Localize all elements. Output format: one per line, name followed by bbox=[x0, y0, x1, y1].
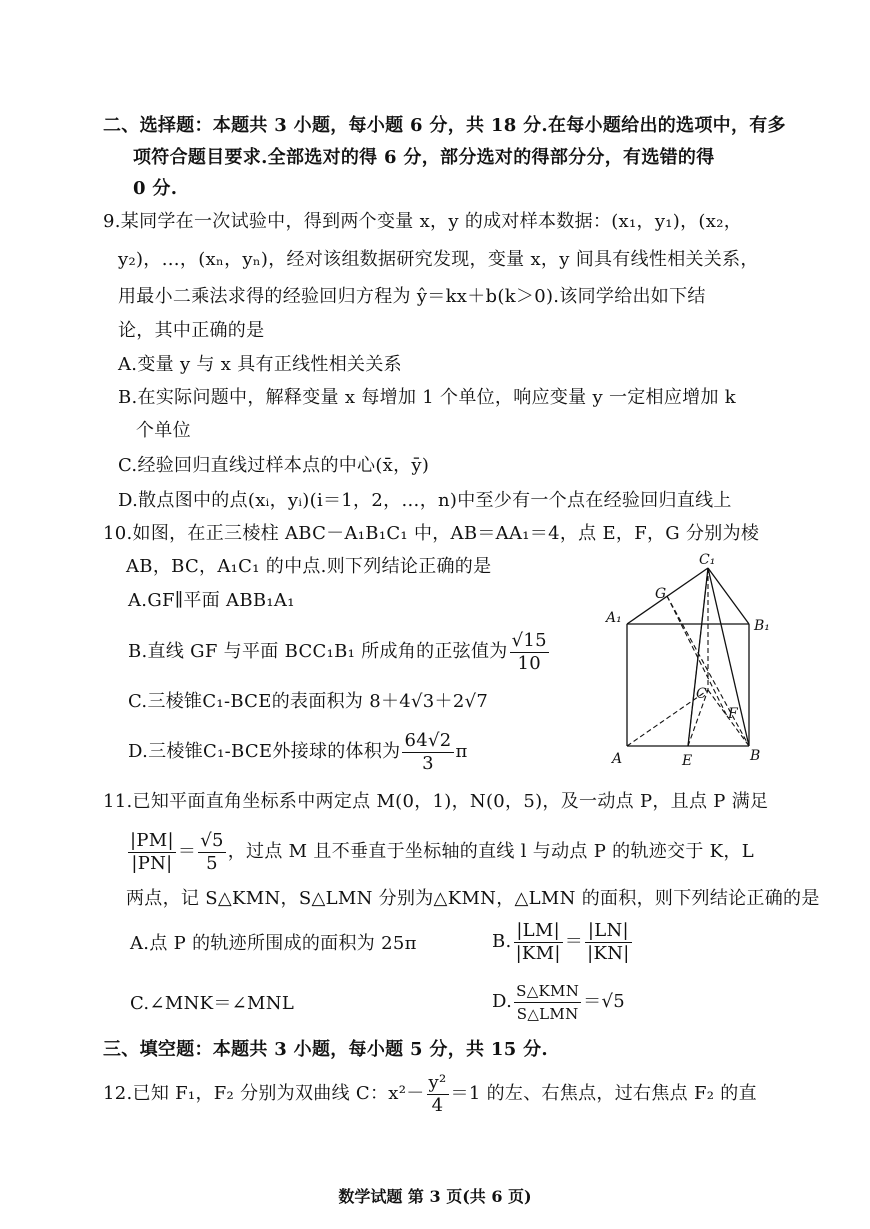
q11-option-b-den1: |KM| bbox=[515, 942, 561, 964]
q11-ratio-numerator: |PM| bbox=[130, 829, 174, 851]
q10-option-c: C.三棱锥C₁-BCE的表面积为 8＋4√3＋2√7 bbox=[128, 691, 489, 712]
label-a: A bbox=[612, 751, 623, 767]
q9-option-c: C.经验回归直线过样本点的中心(x̄，ȳ) bbox=[118, 455, 430, 476]
q9-option-b-line2: 个单位 bbox=[136, 420, 191, 441]
label-g: G bbox=[655, 586, 667, 602]
q9-line1: 9.某同学在一次试验中，得到两个变量 x，y 的成对样本数据：(x₁，y₁)，(x₂， bbox=[103, 211, 743, 232]
q11-option-b-num1: |LM| bbox=[514, 920, 563, 943]
q12-denominator: 4 bbox=[431, 1094, 444, 1116]
q12-text-pre: 12.已知 F₁，F₂ 分别为双曲线 C：x²－ bbox=[103, 1083, 425, 1104]
q9-option-b-line1: B.在实际问题中，解释变量 x 每增加 1 个单位，响应变量 y 一定相应增加 k bbox=[118, 387, 736, 408]
q10-option-b bbox=[128, 628, 551, 676]
prism-figure bbox=[600, 550, 790, 775]
q11-option-d-label: D. bbox=[492, 991, 513, 1012]
q10-option-d-fraction bbox=[402, 730, 453, 775]
label-c: C bbox=[696, 686, 707, 702]
label-e: E bbox=[682, 753, 693, 769]
q11-value-fraction bbox=[198, 830, 226, 875]
q10-option-b-fraction bbox=[510, 630, 549, 675]
page-footer: 数学试题 第 3 页(共 6 页) bbox=[338, 1187, 532, 1206]
q10-option-d-text: D.三棱锥C₁-BCE外接球的体积为 bbox=[128, 741, 401, 762]
q11-ratio-denominator: |PN| bbox=[131, 852, 173, 874]
q11-option-d-numerator: S△KMN bbox=[514, 980, 581, 1003]
q10-line1: 10.如图，在正三棱柱 ABC－A₁B₁C₁ 中，AB＝AA₁＝4，点 E，F，G 分别为棱 bbox=[103, 523, 760, 544]
q11-option-d-fraction bbox=[514, 980, 581, 1025]
q11-option-b-label: B. bbox=[492, 931, 512, 952]
q11-line1: 11.已知平面直角坐标系中两定点 M(0，1)，N(0，5)，及一动点 P，且点 P 满足 bbox=[103, 791, 769, 812]
label-c1: C₁ bbox=[699, 552, 716, 568]
q12-line1 bbox=[103, 1070, 757, 1118]
label-b1: B₁ bbox=[754, 618, 770, 634]
label-a1: A₁ bbox=[606, 610, 622, 626]
q11-option-b-den2: |KN| bbox=[587, 942, 630, 964]
label-f: F bbox=[728, 706, 738, 722]
q10-option-b-text: B.直线 GF 与平面 BCC₁B₁ 所成角的正弦值为 bbox=[128, 641, 508, 662]
section2-line3: 0 分. bbox=[133, 178, 178, 199]
q11-line3: 两点，记 S△KMN，S△LMN 分别为△KMN，△LMN 的面积，则下列结论正确的是 bbox=[126, 888, 820, 909]
q9-line3: 用最小二乘法求得的经验回归方程为 ŷ＝kx＋b(k＞0).该同学给出如下结 bbox=[118, 286, 706, 307]
q9-line4: 论，其中正确的是 bbox=[118, 320, 265, 341]
q11-value-denominator: 5 bbox=[206, 852, 218, 874]
q10-option-d-numerator: 64√2 bbox=[404, 729, 452, 751]
q12-numerator: y² bbox=[428, 1071, 447, 1093]
q10-option-d-pi: π bbox=[455, 741, 468, 762]
q11-option-b-fraction2 bbox=[585, 920, 632, 965]
q11-option-b bbox=[492, 918, 634, 966]
q11-value-numerator: √5 bbox=[200, 829, 224, 851]
q11-equals: ＝ bbox=[177, 841, 197, 862]
q11-option-b-fraction1 bbox=[514, 920, 563, 965]
q10-option-b-denominator: 10 bbox=[517, 652, 541, 674]
q11-option-d-denominator: S△LMN bbox=[516, 1004, 579, 1023]
q11-line2-text: ，过点 M 且不垂直于坐标轴的直线 l 与动点 P 的轨迹交于 K，L bbox=[227, 841, 754, 862]
q10-option-a: A.GF∥平面 ABB₁A₁ bbox=[128, 590, 295, 611]
q11-option-d-value: ＝√5 bbox=[583, 991, 625, 1012]
label-b: B bbox=[750, 748, 761, 764]
q11-ratio-fraction bbox=[128, 830, 176, 875]
q10-line2: AB，BC，A₁C₁ 的中点.则下列结论正确的是 bbox=[126, 556, 492, 577]
q11-option-b-equals: ＝ bbox=[564, 931, 584, 952]
q11-option-b-num2: |LN| bbox=[585, 920, 632, 943]
q12-text-post: ＝1 的左、右焦点，过右焦点 F₂ 的直 bbox=[450, 1083, 757, 1104]
q11-option-a: A.点 P 的轨迹所围成的面积为 25π bbox=[130, 933, 417, 954]
q10-option-d-denominator: 3 bbox=[422, 752, 434, 774]
q12-fraction bbox=[427, 1072, 449, 1117]
q11-line2 bbox=[126, 828, 754, 876]
q9-option-a: A.变量 y 与 x 具有正线性相关关系 bbox=[118, 354, 402, 375]
section3-line1: 三、填空题：本题共 3 小题，每小题 5 分，共 15 分. bbox=[103, 1039, 548, 1060]
q10-option-b-numerator: √15 bbox=[511, 629, 547, 651]
q9-option-d: D.散点图中的点(xᵢ，yᵢ)(i＝1，2，…，n)中至少有一个点在经验回归直线上 bbox=[118, 490, 732, 511]
q10-option-d bbox=[128, 728, 468, 776]
section2-line2: 项符合题目要求.全部选对的得 6 分，部分选对的得部分分，有选错的得 bbox=[133, 147, 715, 168]
section2-line1: 二、选择题：本题共 3 小题，每小题 6 分，共 18 分.在每小题给出的选项中，有多 bbox=[103, 115, 786, 136]
q9-line2: y₂)，…，(xₙ，yₙ)，经对该组数据研究发现，变量 x，y 间具有线性相关关系， bbox=[118, 249, 759, 270]
q11-option-d bbox=[492, 978, 625, 1026]
q11-option-c: C.∠MNK＝∠MNL bbox=[130, 993, 295, 1014]
